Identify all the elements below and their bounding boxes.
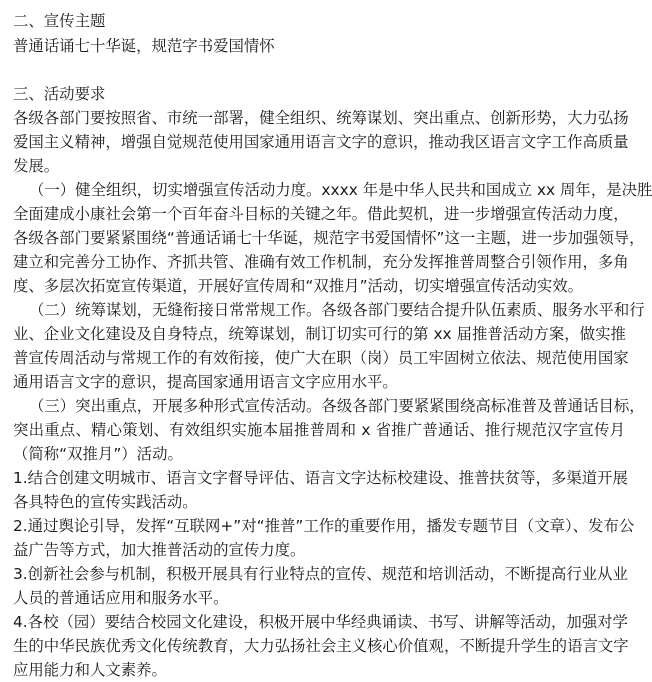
item-1-line: （一）健全组织，切实增强宣传活动力度。xxxx 年是中华人民共和国成立 xx 周年，是决胜: [29, 181, 652, 199]
item-1-line: 各级各部门要紧紧围绕“普通话诵七十华诞，规范字书爱国情怀”这一主题，进一步加强领导，: [13, 229, 645, 247]
item-2-line: （二）统筹谋划，无缝衔接日常常规工作。各级各部门要结合提升队伍素质、服务水平和行: [29, 301, 645, 319]
section-2-heading: 二、宣传主题: [13, 12, 106, 30]
section-3-intro-line: 各级各部门要按照省、市统一部署，健全组织、统筹谋划、突出重点、创新形势，大力弘扬: [13, 109, 629, 127]
item-2-line: 业、企业文化建设及自身特点，统筹谋划，制订切实可行的第 xx 届推普活动方案，做实推: [13, 325, 626, 343]
section-3-intro-line: 爱国主义精神，增强自觉规范使用国家通用语言文字的意识，推动我区语言文字工作高质量: [13, 133, 629, 151]
item-3-line: 突出重点、精心策划、有效组织实施本届推普周和 x 省推广普通话、推行规范汉字宣传月: [13, 421, 625, 439]
sub-item-4-line: 应用能力和人文素养。: [13, 661, 167, 679]
sub-item-2-line: 2.通过舆论引导，发挥“互联网+”对“推普”工作的重要作用，播发专题节目（文章）、发布公: [13, 517, 635, 535]
sub-item-1-line: 1.结合创建文明城市、语言文字督导评估、语言文字达标校建设、推普扶贫等，多渠道开展: [13, 469, 628, 487]
sub-item-4-line: 生的中华民族优秀文化传统教育，大力弘扬社会主义核心价值观，不断提升学生的语言文字: [13, 637, 629, 655]
item-2-line: 通用语言文字的意识，提高国家通用语言文字应用水平。: [13, 373, 398, 391]
sub-item-1-line: 各具特色的宣传实践活动。: [13, 493, 198, 511]
item-3-line: （简称“双推月”）活动。: [13, 445, 183, 463]
sub-item-3-line: 3.创新社会参与机制，积极开展具有行业特点的宣传、规范和培训活动，不断提高行业从业: [13, 565, 628, 583]
item-1-line: 度、多层次拓宽宣传渠道，开展好宣传周和“双推月”活动，切实增强宣传活动实效。: [13, 277, 584, 295]
sub-item-2-line: 益广告等方式，加大推普活动的宣传力度。: [13, 541, 306, 559]
item-2-line: 普宣传周活动与常规工作的有效衔接，使广大在职（岗）员工牢固树立依法、规范使用国家: [13, 349, 629, 367]
section-3-intro-line: 发展。: [13, 157, 60, 175]
item-1-line: 全面建成小康社会第一个百年奋斗目标的关键之年。借此契机，进一步增强宣传活动力度，: [13, 205, 629, 223]
sub-item-3-line: 人员的普通话应用和服务水平。: [13, 589, 229, 607]
section-2-theme: 普通话诵七十华诞，规范字书爱国情怀: [13, 37, 275, 55]
sub-item-4-line: 4.各校（园）要结合校园文化建设，积极开展中华经典诵读、书写、讲解等活动，加强对学: [13, 613, 628, 631]
item-3-line: （三）突出重点，开展多种形式宣传活动。各级各部门要紧紧围绕高标准普及普通话目标，: [29, 397, 645, 415]
section-3-heading: 三、活动要求: [13, 85, 106, 103]
item-1-line: 建立和完善分工协作、齐抓共管、准确有效工作机制，充分发挥推普周整合引领作用，多角: [13, 253, 629, 271]
